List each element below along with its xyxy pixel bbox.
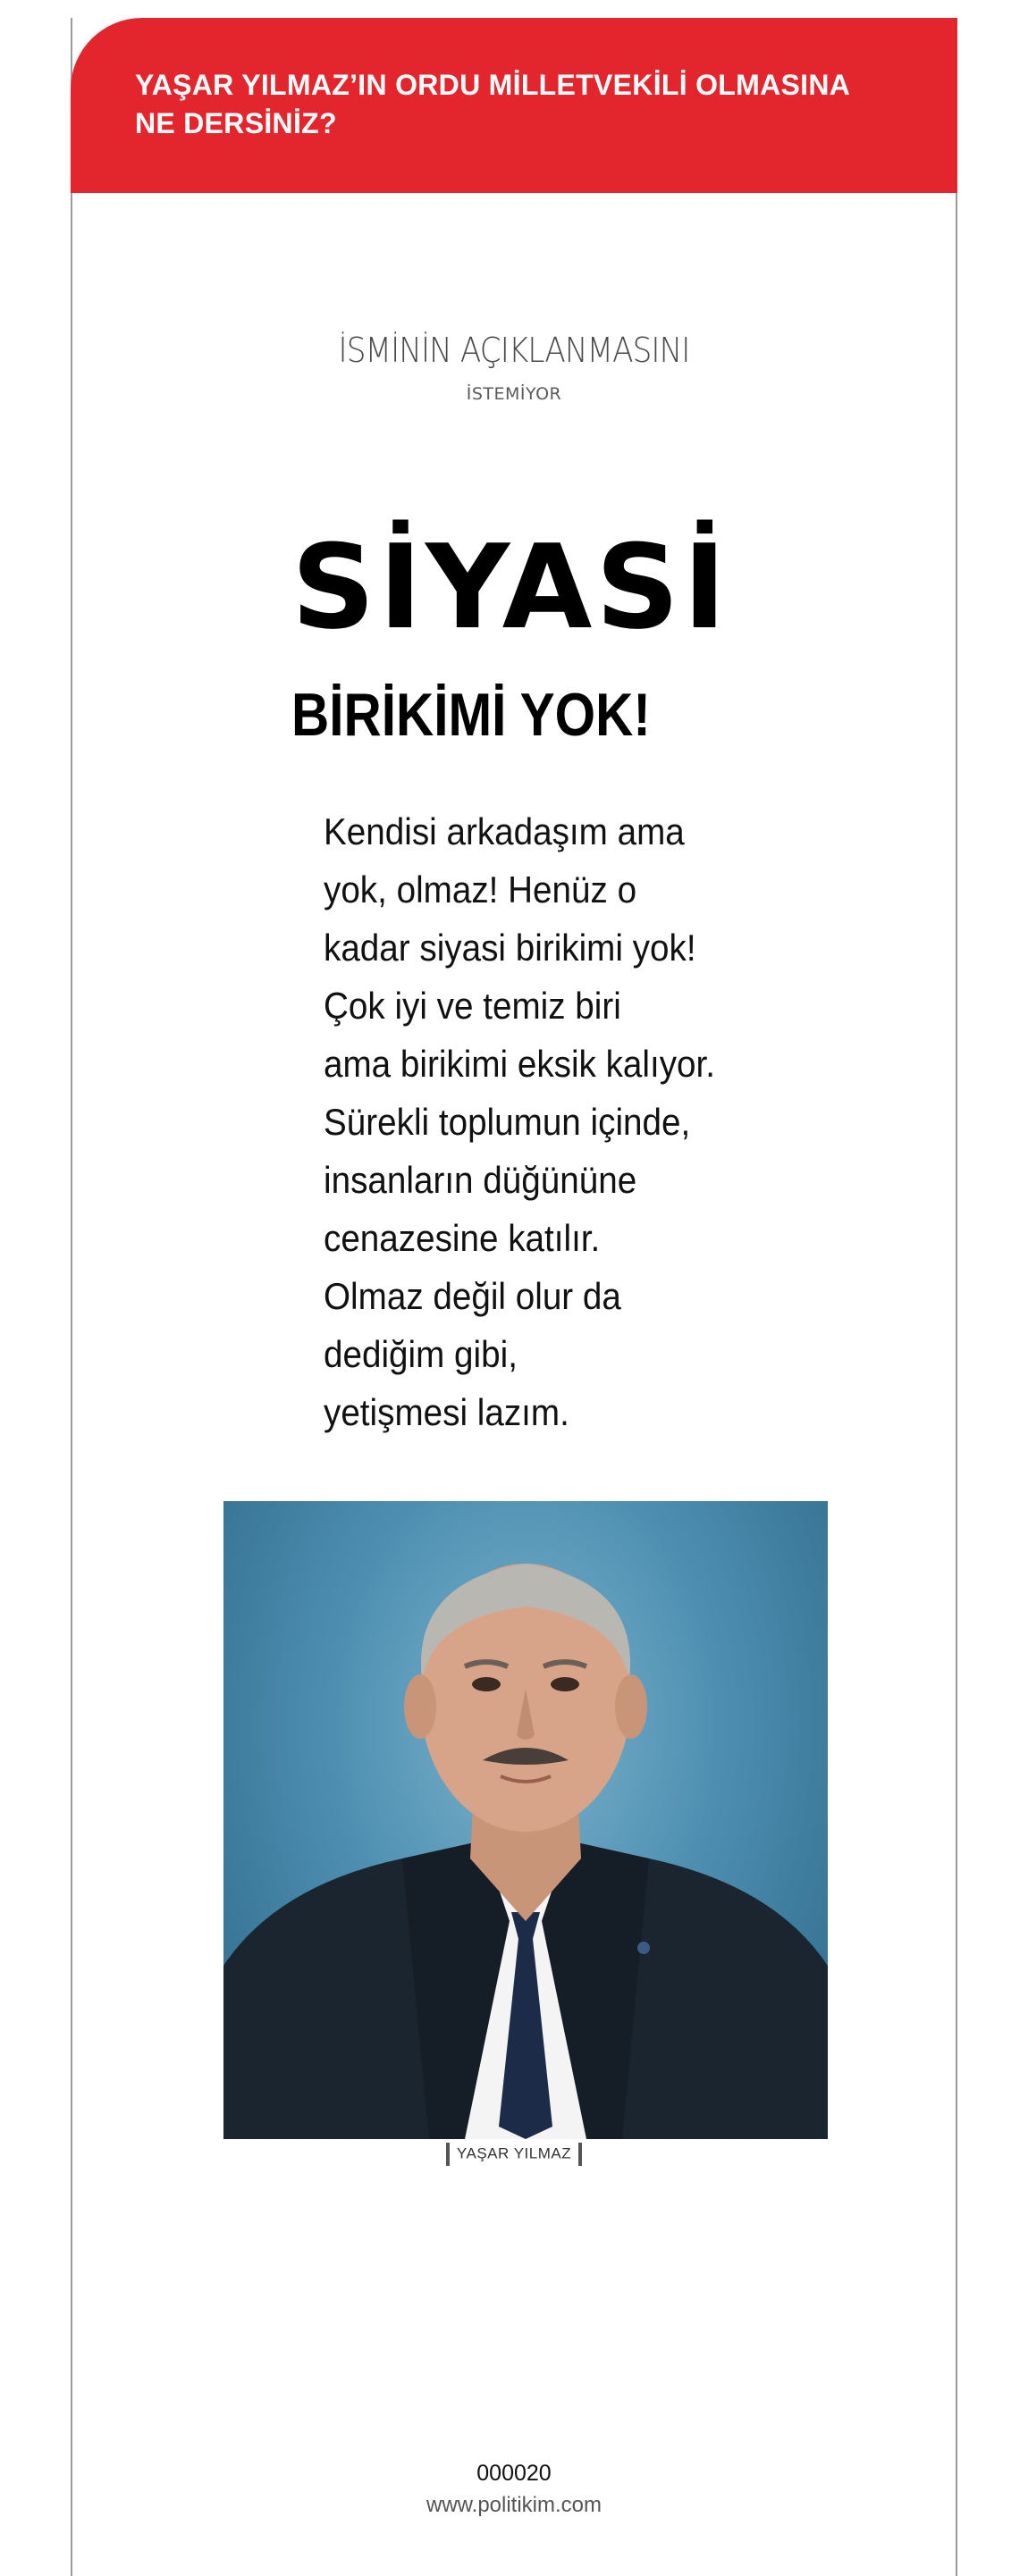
quote-line: cenazesine katılır. [324,1217,601,1259]
headline-secondary: BİRİKİMİ YOK! [291,681,651,749]
source-sublabel: İSTEMİYOR [466,384,562,404]
caption-bar-right [578,2143,582,2166]
quote-line: ama birikimi eksik kalıyor. [324,1043,716,1085]
footer-code: 000020 [476,2461,552,2486]
headline-main: SİYASİ [291,519,730,655]
quote-line: kadar siyasi birikimi yok! [324,927,696,969]
caption-bar-left [446,2143,450,2166]
header-title [135,66,922,143]
photo-caption [0,2143,1028,2166]
source-label: İSMİNİN AÇIKLANMASINI [338,331,690,370]
portrait-illustration [223,1501,828,2139]
quote-line: yok, olmaz! Henüz o [324,868,637,910]
header-title-line-2: NE DERSİNİZ? [135,107,337,139]
quote-line: dediğim gibi, [324,1333,518,1375]
quote-line: yetişmesi lazım. [324,1391,569,1433]
quote-line: Olmaz değil olur da [324,1275,621,1317]
caption-text: YAŞAR YILMAZ [456,2144,572,2162]
portrait-photo [223,1501,828,2139]
header-title-line-1: YAŞAR YILMAZ’IN ORDU MİLLETVEKİLİ OLMASINA [135,69,851,101]
quote-line: Kendisi arkadaşım ama [324,810,685,852]
quote-text [324,802,751,1441]
quote-line: insanların düğününe [324,1159,637,1201]
header-banner [71,18,957,193]
quote-line: Sürekli toplumun içinde, [324,1101,691,1143]
quote-line: Çok iyi ve temiz biri [324,985,621,1027]
footer-url[interactable]: www.politikim.com [426,2493,602,2517]
